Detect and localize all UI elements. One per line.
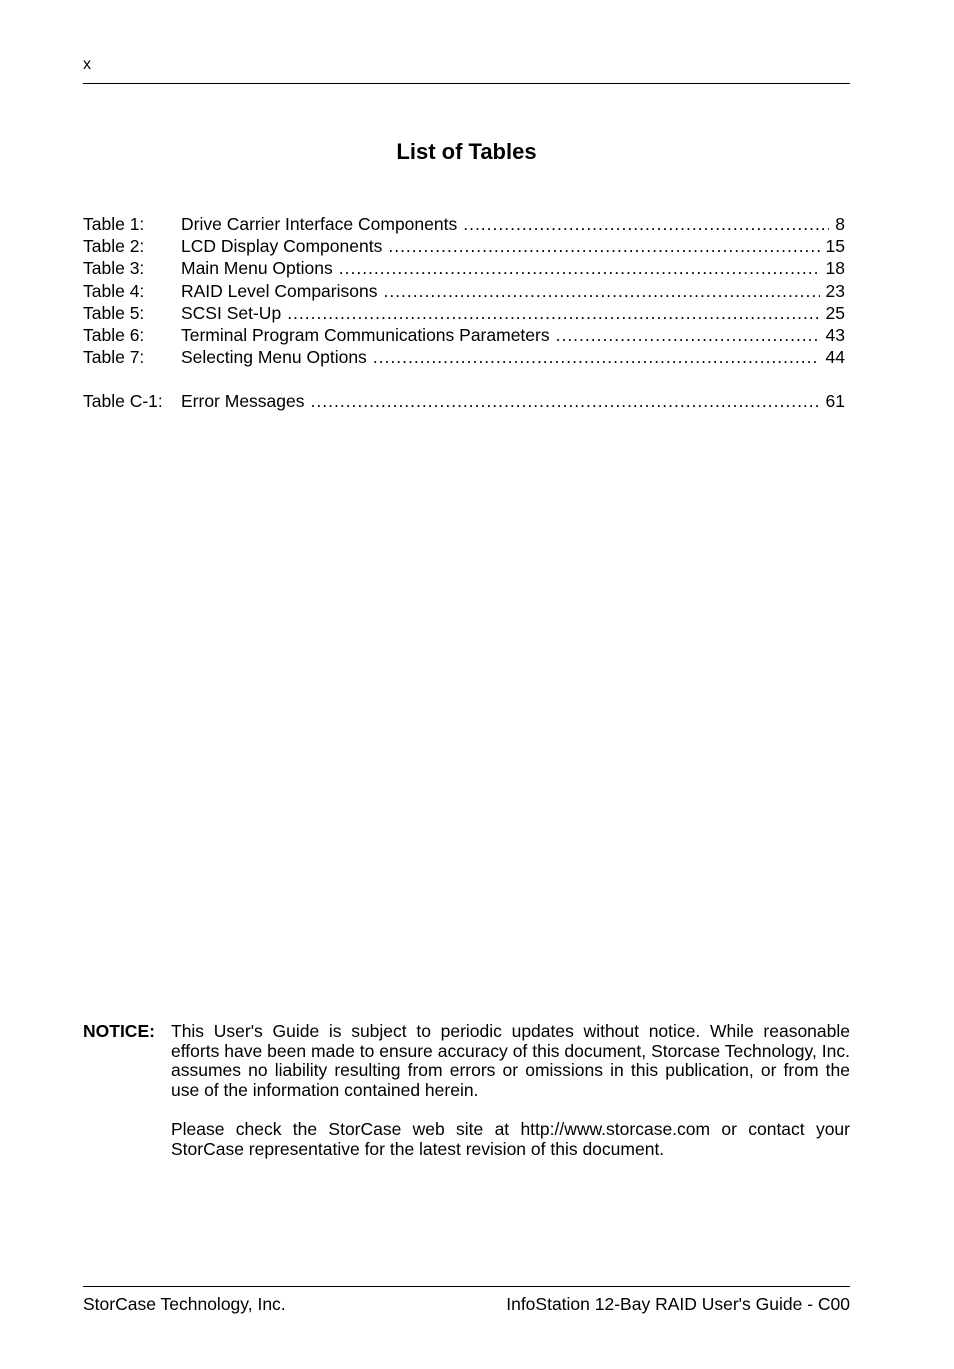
toc-leader-dots <box>388 235 819 257</box>
footer-rule <box>83 1286 850 1287</box>
toc-entry-label: Table 7: <box>83 347 145 368</box>
toc-leader-dots <box>373 346 820 368</box>
toc-entry-page: 23 <box>825 280 845 301</box>
toc-entry-title: RAID Level Comparisons <box>181 280 378 301</box>
footer <box>83 1294 850 1315</box>
footer-company: StorCase Technology, Inc. <box>83 1294 286 1314</box>
toc-entry-page: 25 <box>825 302 845 323</box>
toc-entry-title: Main Menu Options <box>181 258 333 279</box>
notice-block <box>83 1022 850 1179</box>
header-rule <box>83 83 850 84</box>
notice-label: NOTICE: <box>83 1021 155 1041</box>
toc-entry-page: 61 <box>825 391 845 412</box>
toc-entry[interactable] <box>83 346 845 368</box>
footer-document-title: InfoStation 12-Bay RAID User's Guide - C00 <box>506 1294 850 1314</box>
toc-entry-page: 44 <box>825 347 845 368</box>
toc-entry-title: Error Messages <box>181 391 305 412</box>
toc-entry-title: LCD Display Components <box>181 236 383 257</box>
page-number: x <box>83 56 91 73</box>
page-title: List of Tables <box>396 139 537 164</box>
toc-entry[interactable] <box>83 302 845 324</box>
toc-entry-page: 18 <box>825 258 845 279</box>
toc-entry-title: Selecting Menu Options <box>181 347 367 368</box>
toc-entry-title: Drive Carrier Interface Components <box>181 214 458 234</box>
toc-entry-title: Terminal Program Communications Parameters <box>181 324 550 345</box>
toc-leader-dots <box>339 257 820 279</box>
toc-entry-label: Table C-1: <box>83 391 163 412</box>
toc-entry[interactable] <box>83 324 845 346</box>
toc-entry-page: 15 <box>825 236 845 257</box>
toc-entry-label: Table 2: <box>83 236 145 257</box>
toc-leader-dots <box>311 390 820 412</box>
toc-leader-dots <box>463 213 829 235</box>
toc-entry-label: Table 3: <box>83 258 145 279</box>
toc-entry[interactable] <box>83 390 845 412</box>
toc-entry-title: SCSI Set-Up <box>181 302 282 323</box>
notice-paragraph: Please check the StorCase web site at http://www.storcase.com or contact your StorCase representative for the latest revision of this document. <box>171 1118 850 1159</box>
toc-leader-dots <box>556 324 820 346</box>
notice-paragraph: This User's Guide is subject to periodic updates without notice. While reasonable efforts have been made to ensure accuracy of this document, Storcase Technology, Inc. assumes no liability resulting from errors or omissions in this publication, or from the use of the information contained herein. <box>171 1021 850 1100</box>
toc-entry-label: Table 1: <box>83 214 145 234</box>
notice-body <box>171 1022 850 1179</box>
toc-entry[interactable] <box>83 257 845 279</box>
toc-entry[interactable] <box>83 213 845 235</box>
toc-entry-label: Table 5: <box>83 302 145 323</box>
toc-entry-page: 8 <box>835 214 845 234</box>
toc-leader-dots <box>383 280 819 302</box>
toc-entry-page: 43 <box>825 324 845 345</box>
table-of-contents <box>83 213 845 413</box>
toc-entry-label: Table 6: <box>83 324 145 345</box>
toc-entry-label: Table 4: <box>83 280 145 301</box>
toc-leader-dots <box>287 302 819 324</box>
toc-entry[interactable] <box>83 235 845 257</box>
toc-entry[interactable] <box>83 280 845 302</box>
